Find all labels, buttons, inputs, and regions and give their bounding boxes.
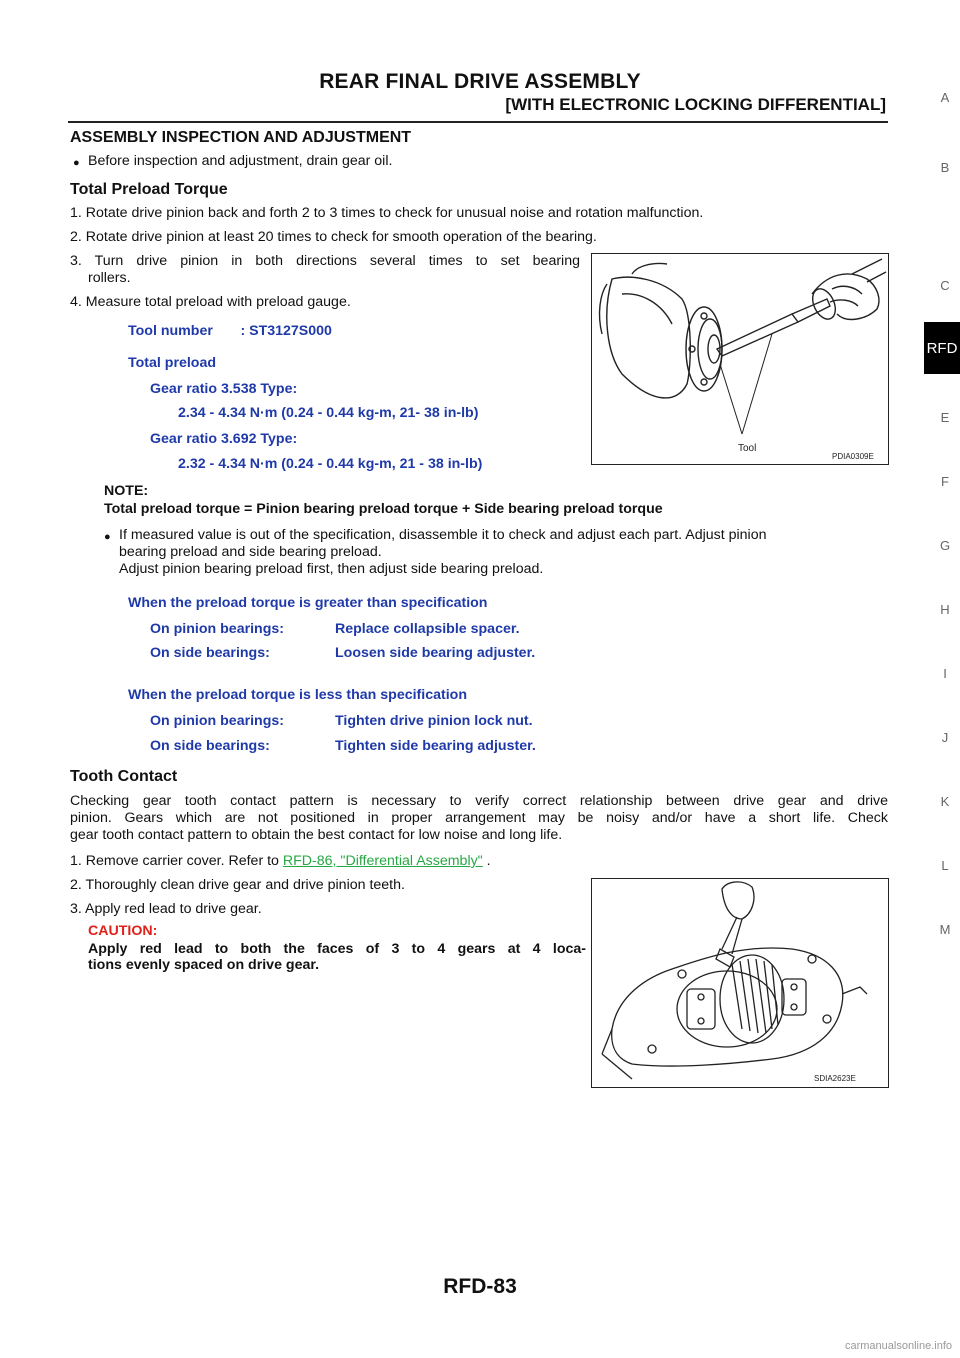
index-letter-l[interactable]: L: [941, 858, 949, 873]
section-title: ASSEMBLY INSPECTION AND ADJUSTMENT: [70, 129, 412, 146]
index-letter-i[interactable]: I: [943, 666, 947, 681]
greater-side-value: Loosen side bearing adjuster.: [335, 645, 536, 661]
tooth-step-1-prefix: 1. Remove carrier cover. Refer to: [70, 853, 283, 869]
spec-bullet: [104, 527, 887, 578]
gear2-label: Gear ratio 3.692 Type:: [150, 431, 298, 447]
figure-code-pdia0309e: PDIA0309E: [832, 452, 874, 461]
preload-title: Total Preload Torque: [70, 181, 228, 198]
less-pinion-label: On pinion bearings:: [150, 713, 284, 729]
figure-red-lead: [591, 878, 889, 1088]
greater-pinion-label: On pinion bearings:: [150, 621, 284, 637]
tool-number-spec: Tool number : ST3127S000: [128, 323, 332, 339]
index-letter-k[interactable]: K: [940, 794, 950, 809]
less-pinion-value: Tighten drive pinion lock nut.: [335, 713, 533, 729]
preload-step-1: 1. Rotate drive pinion back and forth 2 to 3 times to check for unusual noise and rotation malfunction.: [70, 205, 704, 221]
index-letter-m[interactable]: M: [939, 922, 951, 937]
preload-step-3: 3. Turn drive pinion in both directions several times to set bearing: [70, 253, 580, 269]
index-letter-j[interactable]: J: [941, 730, 949, 745]
less-side-value: Tighten side bearing adjuster.: [335, 738, 536, 754]
total-preload-label: Total preload: [128, 355, 217, 371]
index-letter-f[interactable]: F: [941, 474, 949, 489]
preload-gauge-illustration: [592, 254, 888, 464]
tooth-step-2: 2. Thoroughly clean drive gear and drive pinion teeth.: [70, 877, 405, 893]
intro-bullet-text: Before inspection and adjustment, drain gear oil.: [88, 153, 393, 169]
figure-preload-gauge: [591, 253, 889, 465]
spec-bullet-line-1: If measured value is out of the specification, disassemble it to check and adjust each part. Adjust pinion: [119, 527, 767, 543]
bullet-icon: ●: [73, 157, 80, 169]
tooth-step-3: 3. Apply red lead to drive gear.: [70, 901, 262, 917]
preload-step-2: 2. Rotate drive pinion at least 20 times to check for smooth operation of the bearing.: [70, 229, 597, 245]
figure-code-sdia2623e: SDIA2623E: [814, 1074, 856, 1083]
caution-text: [88, 941, 586, 973]
page-header-subtitle: [WITH ELECTRONIC LOCKING DIFFERENTIAL]: [505, 95, 886, 114]
bullet-icon: ●: [104, 531, 111, 543]
preload-step-4: 4. Measure total preload with preload gauge.: [70, 294, 351, 310]
greater-heading: When the preload torque is greater than specification: [128, 595, 488, 611]
less-heading: When the preload torque is less than specification: [128, 687, 467, 703]
index-letter-b[interactable]: B: [940, 160, 950, 175]
caution-label: CAUTION:: [88, 923, 158, 939]
index-letter-a[interactable]: A: [940, 90, 950, 105]
figure-tool-label: Tool: [738, 443, 757, 454]
preload-step-3-cont: rollers.: [88, 270, 131, 286]
gear1-label: Gear ratio 3.538 Type:: [150, 381, 298, 397]
index-letter-e[interactable]: E: [940, 410, 950, 425]
index-letter-c[interactable]: C: [940, 278, 950, 293]
tooth-paragraph-line-2: pinion. Gears which are not positioned in proper arrangement may be noisy and/or have a short life. Check: [70, 810, 888, 826]
differential-assembly-link[interactable]: RFD-86, "Differential Assembly": [282, 853, 483, 869]
header-divider: [68, 121, 888, 123]
index-letter-g[interactable]: G: [939, 538, 951, 553]
differential-illustration: [592, 879, 888, 1087]
spec-bullet-line-2: bearing preload and side bearing preload.: [119, 544, 382, 560]
note-text: Total preload torque = Pinion bearing preload torque + Side bearing preload torque: [104, 501, 663, 517]
gear2-value: 2.32 - 4.34 N·m (0.24 - 0.44 kg-m, 21 - 38 in-lb): [178, 456, 483, 472]
index-letter-h[interactable]: H: [940, 602, 950, 617]
caution-line-1: Apply red lead to both the faces of 3 to 4 gears at 4 loca-: [88, 941, 586, 957]
watermark: carmanualsonline.info: [844, 1340, 952, 1352]
page-number: RFD-83: [443, 1275, 517, 1298]
index-tab-rfd[interactable]: RFD: [924, 322, 960, 374]
page-header-title: REAR FINAL DRIVE ASSEMBLY: [319, 70, 641, 93]
tooth-paragraph-line-3: gear tooth contact pattern to obtain the best contact for low noise and long life.: [70, 827, 563, 843]
tooth-paragraph-line-1: Checking gear tooth contact pattern is necessary to verify correct relationship between drive gear and drive: [70, 793, 888, 809]
tooth-paragraph: [70, 793, 888, 844]
less-side-label: On side bearings:: [150, 738, 270, 754]
greater-pinion-value: Replace collapsible spacer.: [335, 621, 520, 637]
spec-bullet-line-3: Adjust pinion bearing preload first, then adjust side bearing preload.: [119, 561, 544, 577]
tooth-step-1: [70, 853, 491, 870]
caution-line-2: tions evenly spaced on drive gear.: [88, 957, 320, 973]
note-label: NOTE:: [104, 483, 149, 499]
intro-bullet: [73, 153, 393, 170]
tooth-step-1-suffix: .: [482, 853, 491, 869]
tooth-contact-title: Tooth Contact: [70, 768, 178, 785]
greater-side-label: On side bearings:: [150, 645, 270, 661]
gear1-value: 2.34 - 4.34 N·m (0.24 - 0.44 kg-m, 21- 38 in-lb): [178, 405, 479, 421]
